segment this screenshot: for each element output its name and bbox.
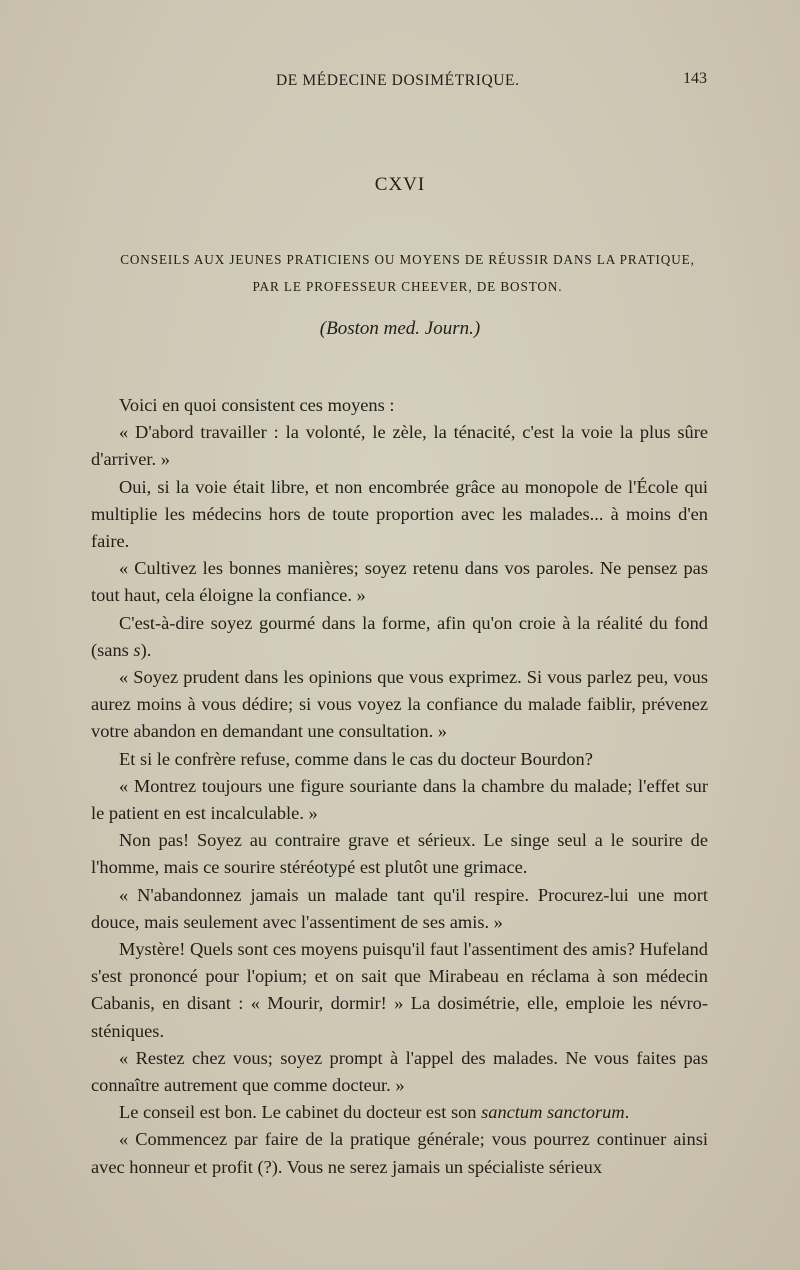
paragraph: « Soyez prudent dans les opinions que vous exprimez. Si vous parlez peu, vous aurez moins à vous dédire; si vous voyez la confiance du malade faiblir, prévenez votre abandon en demandant une consultation. » (91, 667, 708, 742)
body-text (91, 392, 708, 1181)
paragraph: « Commencez par faire de la pratique générale; vous pourrez continuer ainsi avec honneur et profit (?). Vous ne serez jamais un spécialiste sérieux (91, 1129, 708, 1177)
paragraph: Non pas! Soyez au contraire grave et sérieux. Le singe seul a le sourire de l'homme, mais ce sourire stéréotypé est plutôt une grimace. (91, 830, 708, 878)
paragraph: Mystère! Quels sont ces moyens puisqu'il faut l'assentiment des amis? Hufeland s'est prononcé pour l'opium; et on sait que Mirabeau en réclama à son médecin Cabanis, en disant : « Mourir, dormir! » La dosimétrie, elle, emploie les névro-sténiques. (91, 939, 708, 1041)
paragraph: Voici en quoi consistent ces moyens : (119, 395, 395, 415)
chapter-title-line-2: PAR LE PROFESSEUR CHEEVER, DE BOSTON. (252, 279, 563, 294)
latin-phrase: sanctum sanctorum (481, 1102, 625, 1123)
paragraph: « D'abord travailler : la volonté, le zèle, la ténacité, c'est la voie la plus sûre d'arriver. » (91, 422, 708, 470)
paragraph: « Montrez toujours une figure souriante dans la chambre du malade; l'effet sur le patient en est incalculable. » (91, 775, 708, 824)
paragraph: Oui, si la voie était libre, et non encombrée grâce au monopole de l'École qui multiplie les médecins hors de toute proportion avec les malades... à moins d'en faire. (91, 476, 708, 552)
running-head (0, 66, 800, 92)
source-citation: (Boston med. Journ.) (319, 318, 481, 339)
paragraph: « Cultivez les bonnes manières; soyez retenu dans vos paroles. Ne pensez pas tout haut, cela éloigne la confiance. » (91, 558, 708, 606)
paragraph: « Restez chez vous; soyez prompt à l'appel des malades. Ne vous faites pas connaître autrement que comme docteur. » (91, 1047, 708, 1096)
page-number: 143 (683, 70, 707, 87)
running-title: DE MÉDECINE DOSIMÉTRIQUE. (276, 72, 520, 89)
paragraph: Le conseil est bon. Le cabinet du docteur est son sanctum sanctorum. (119, 1102, 630, 1123)
paragraph: « N'abandonnez jamais un malade tant qu'il respire. Procurez-lui une mort douce, mais seulement avec l'assentiment de ses amis. » (91, 884, 708, 932)
paragraph: C'est-à-dire soyez gourmé dans la forme, afin qu'on croie à la réalité du fond (sans s). (91, 612, 708, 660)
italic-letter: s (133, 639, 141, 660)
paragraph: Et si le confrère refuse, comme dans le cas du docteur Bourdon? (119, 748, 593, 769)
chapter-title-line-1: CONSEILS AUX JEUNES PRATICIENS OU MOYENS DE RÉUSSIR DANS LA PRATIQUE, (120, 252, 695, 267)
chapter-number: CXVI (374, 174, 426, 195)
